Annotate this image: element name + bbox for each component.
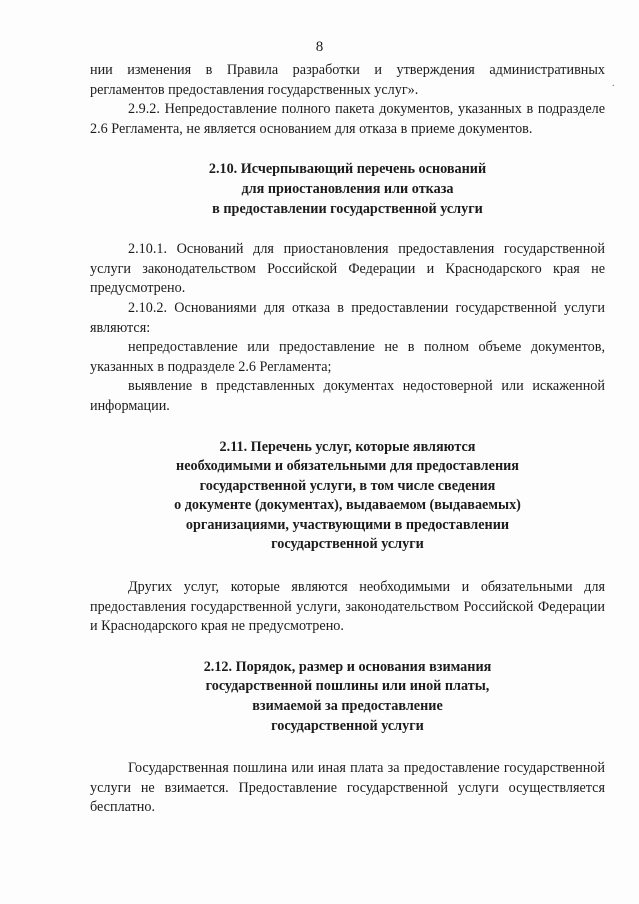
heading-line: необходимыми и обязательными для предоставления [176, 458, 519, 475]
paragraph-2-12: Государственная пошлина или иная плата за предоставление государственной услуги не взимается. Предоставление государственной услуги осуществляется бесплатно. [90, 760, 605, 816]
list-item-incomplete-documents: непредоставление или предоставление не в полном объеме документов, указанных в подразделе 2.6 Регламента; [90, 339, 605, 375]
paragraph-2-10-1: 2.10.1. Оснований для приостановления предоставления государственной услуги законодательством Российской Федерации и Краснодарского края не предусмотрено. [90, 241, 605, 297]
heading-line: организациями, участвующими в предоставлении [185, 516, 510, 533]
heading-line: 2.11. Перечень услуг, которые являются [219, 438, 476, 455]
paragraph-2-11: Других услуг, которые являются необходимыми и обязательными для предоставления государственной услуги, законодательством Российской Федерации и Краснодарского края не предусмотрено. [90, 579, 605, 635]
heading-line: в предоставлении государственной услуги [212, 200, 483, 217]
page-number: 8 [315, 39, 324, 55]
heading-line: для приостановления или отказа [241, 180, 454, 197]
scan-mark: . [612, 78, 615, 89]
section-2-12-heading [90, 658, 605, 736]
heading-line: взимаемой за предоставление [252, 698, 443, 715]
heading-line: 2.10. Исчерпывающий перечень оснований [208, 161, 487, 178]
heading-line: 2.12. Порядок, размер и основания взимания [203, 658, 492, 675]
page-content [90, 61, 605, 818]
heading-line: о документе (документах), выдаваемом (выдаваемых) [174, 497, 521, 514]
list-item-false-information: выявление в представленных документах недостоверной или искаженной информации. [90, 378, 605, 414]
heading-line: государственной услуги [271, 536, 424, 553]
section-2-10-heading [90, 160, 605, 219]
intro-paragraph: нии изменения в Правила разработки и утверждения административных регламентов предоставления государственных услуг». [90, 62, 605, 98]
paragraph-2-10-2: 2.10.2. Основаниями для отказа в предоставлении государственной услуги являются: [90, 299, 605, 336]
heading-line: государственной услуги [271, 717, 424, 734]
heading-line: государственной услуги, в том числе сведения [199, 477, 496, 494]
heading-line: государственной пошлины или иной платы, [205, 678, 490, 695]
section-2-11-heading [90, 438, 605, 556]
paragraph-2-9-2: 2.9.2. Непредоставление полного пакета документов, указанных в подразделе 2.6 Регламента, не является основанием для отказа в приеме документов. [90, 101, 605, 137]
